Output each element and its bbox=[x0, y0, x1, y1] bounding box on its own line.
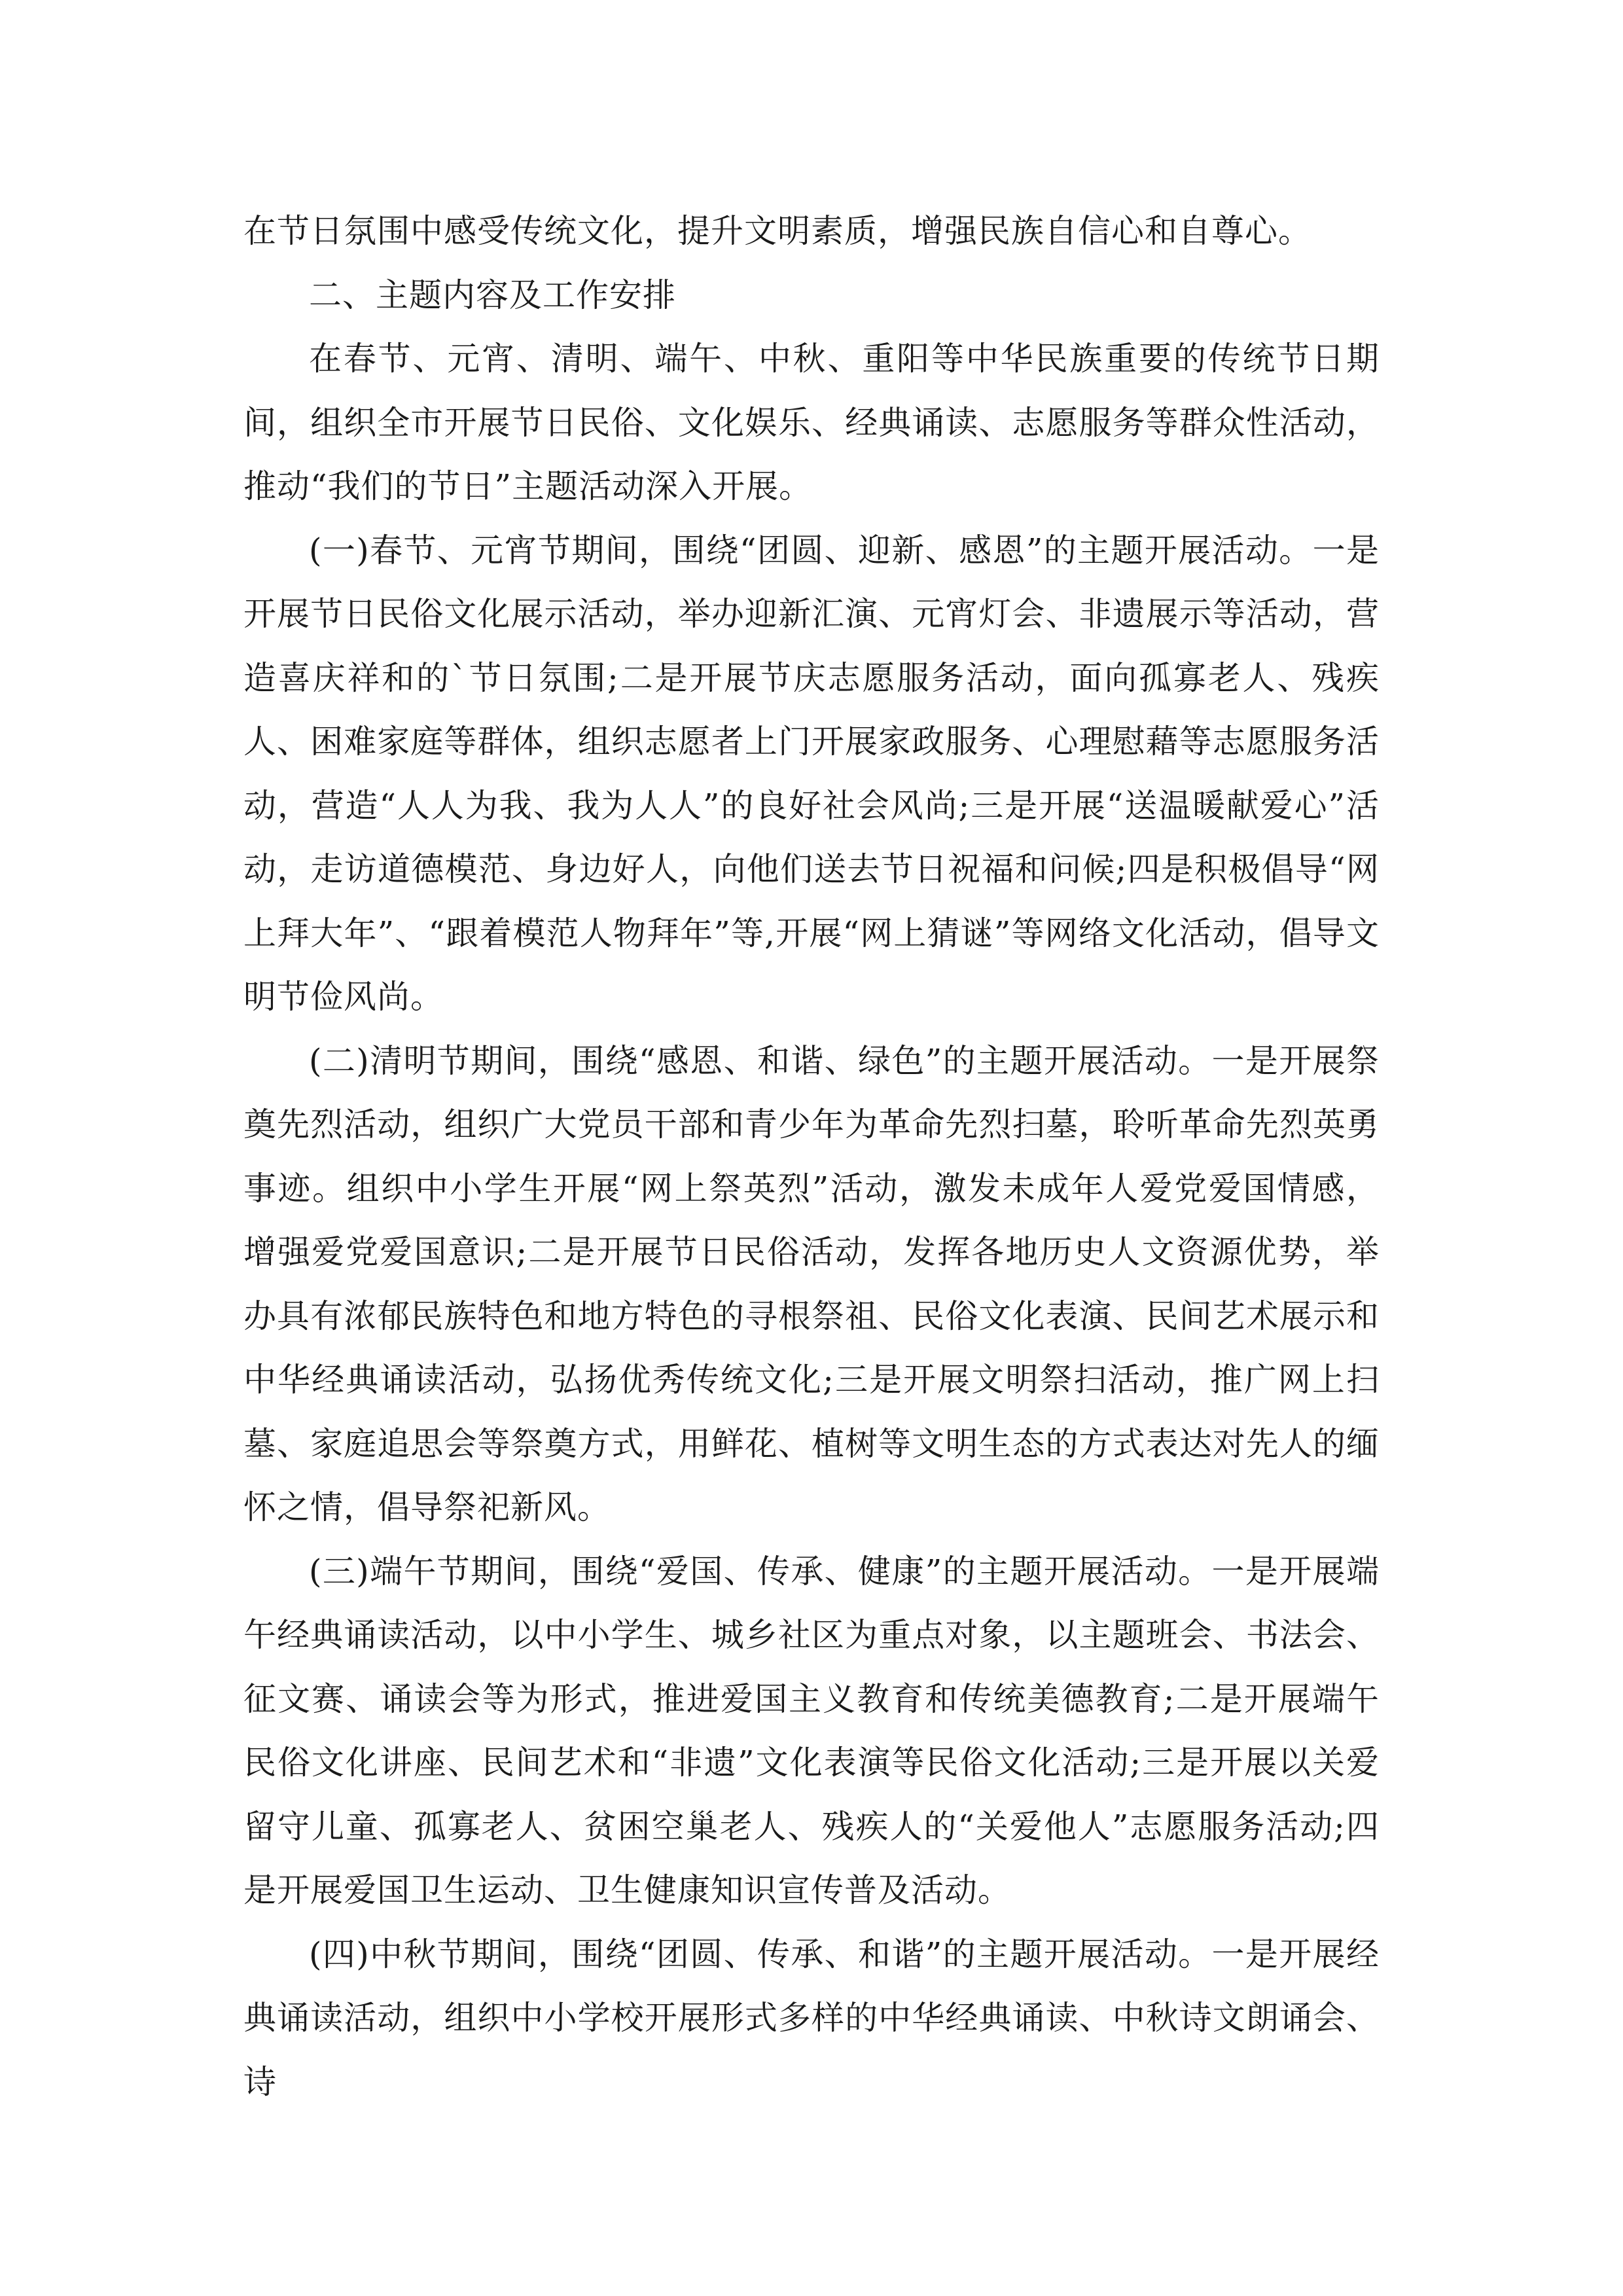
paragraph-dragon-boat: (三)端午节期间，围绕“爱国、传承、健康”的主题开展活动。一是开展端午经典诵读活动，以中小学生、城乡社区为重点对象，以主题班会、书法会、征文赛、诵读会等为形式，推进爱国主义教育和传统美德教育;二是开展端午民俗文化讲座、民间艺术和“非遗”文化表演等民俗文化活动;三是开展以关爱留守儿童、孤寡老人、贫困空巢老人、残疾人的“关爱他人”志愿服务活动;四是开展爱国卫生运动、卫生健康知识宣传普及活动。 bbox=[243, 1552, 1380, 1909]
paragraph-mid-autumn: (四)中秋节期间，围绕“团圆、传承、和谐”的主题开展活动。一是开展经典诵读活动，组织中小学校开展形式多样的中华经典诵读、中秋诗文朗诵会、诗 bbox=[243, 1935, 1380, 2101]
document-body bbox=[243, 200, 1380, 2114]
paragraph-spring-festival: (一)春节、元宵节期间，围绕“团圆、迎新、感恩”的主题开展活动。一是开展节日民俗文化展示活动，举办迎新汇演、元宵灯会、非遗展示等活动，营造喜庆祥和的`节日氛围;二是开展节庆志愿服务活动，面向孤寡老人、残疾人、困难家庭等群体，组织志愿者上门开展家政服务、心理慰藉等志愿服务活动，营造“人人为我、我为人人”的良好社会风尚;三是开展“送温暖献爱心”活动，走访道德模范、身边好人，向他们送去节日祝福和问候;四是积极倡导“网上拜大年”、“跟着模范人物拜年”等,开展“网上猜谜”等网络文化活动，倡导文明节俭风尚。 bbox=[243, 531, 1380, 1016]
paragraph-overview: 在春节、元宵、清明、端午、中秋、重阳等中华民族重要的传统节日期间，组织全市开展节日民俗、文化娱乐、经典诵读、志愿服务等群众性活动，推动“我们的节日”主题活动深入开展。 bbox=[243, 340, 1380, 505]
section-heading: 二、主题内容及工作安排 bbox=[309, 276, 676, 314]
paragraph-qingming: (二)清明节期间，围绕“感恩、和谐、绿色”的主题开展活动。一是开展祭奠先烈活动，组织广大党员干部和青少年为革命先烈扫墓，聆听革命先烈英勇事迹。组织中小学生开展“网上祭英烈”活动，激发未成年人爱党爱国情感，增强爱党爱国意识;二是开展节日民俗活动，发挥各地历史人文资源优势，举办具有浓郁民族特色和地方特色的寻根祭祖、民俗文化表演、民间艺术展示和中华经典诵读活动，弘扬优秀传统文化;三是开展文明祭扫活动，推广网上扫墓、家庭追思会等祭奠方式，用鲜花、植树等文明生态的方式表达对先人的缅怀之情，倡导祭祀新风。 bbox=[243, 1041, 1380, 1526]
paragraph-continuation: 在节日氛围中感受传统文化，提升文明素质，增强民族自信心和自尊心。 bbox=[243, 212, 1311, 250]
